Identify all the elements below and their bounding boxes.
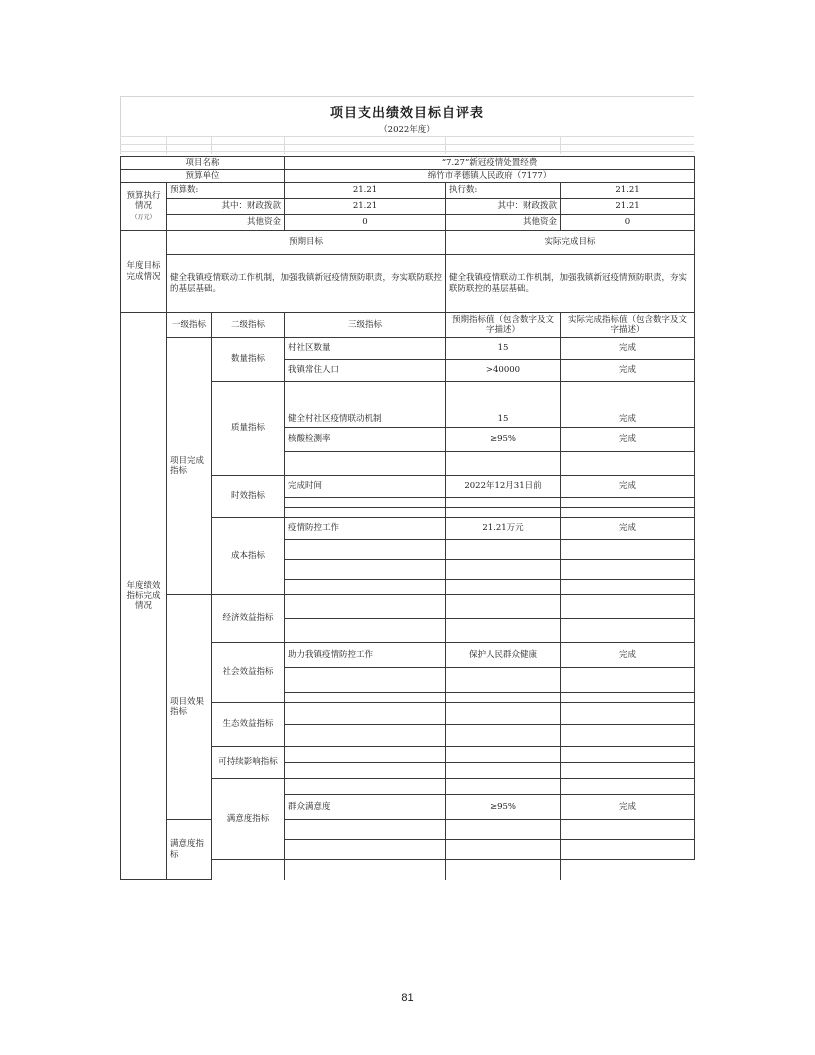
effect-group-label: 项目效果指标 <box>167 595 212 820</box>
level1-header: 一级指标 <box>167 313 212 338</box>
indicator-expected: 21.21万元 <box>446 518 561 540</box>
sustainable-label: 可持续影响指标 <box>212 747 285 779</box>
sheet-top-border <box>120 96 694 97</box>
fiscal-budget-value: 21.21 <box>285 199 446 215</box>
indicator-name: 村社区数量 <box>285 338 446 360</box>
indicator-actual: 完成 <box>561 518 695 540</box>
budget-unit-label: 预算单位 <box>121 170 285 183</box>
form-title: 项目支出绩效目标自评表 <box>329 106 484 121</box>
project-name-value: “7.27”新冠疫情处置经费 <box>285 157 695 170</box>
actual-value-header: 实际完成指标值（包含数字及文字描述） <box>561 313 695 338</box>
other-exec-value: 0 <box>561 215 695 231</box>
completion-group-label: 项目完成指标 <box>167 338 212 595</box>
indicator-name: 助力我镇疫情防控工作 <box>285 643 446 668</box>
fiscal-row <box>121 199 695 215</box>
project-name-label: 项目名称 <box>121 157 285 170</box>
goals-header-row <box>121 231 695 255</box>
economic-label: 经济效益指标 <box>212 595 285 643</box>
budget-amount-label: 预算数: <box>167 183 285 199</box>
level2-header: 二级指标 <box>212 313 285 338</box>
budget-unit-value: 绵竹市孝德镇人民政府（7177） <box>285 170 695 183</box>
table-row <box>121 820 695 840</box>
fiscal-exec-label: 其中：财政拨款 <box>446 199 561 215</box>
indicator-actual: 完成 <box>561 643 695 668</box>
expected-goal-header: 预期目标 <box>167 231 446 255</box>
form-year: （2022年度） <box>379 125 435 135</box>
other-exec-label: 其他资金 <box>446 215 561 231</box>
goals-section-label: 年度目标完成情况 <box>121 231 167 313</box>
other-budget-label: 其他资金 <box>167 215 285 231</box>
indicator-expected: >40000 <box>446 360 561 382</box>
budget-unit-row <box>121 170 695 183</box>
indicator-name: 群众满意度 <box>285 795 446 820</box>
indicator-actual: 完成 <box>561 428 695 452</box>
indicator-expected: 2022年12月31日前 <box>446 476 561 498</box>
table-row <box>121 338 695 360</box>
indicator-name: 核酸检测率 <box>285 428 446 452</box>
project-name-row <box>121 157 695 170</box>
indicator-actual: 完成 <box>561 382 695 428</box>
indicator-actual: 完成 <box>561 360 695 382</box>
timeliness-label: 时效指标 <box>212 476 285 518</box>
indicator-header-row <box>121 313 695 338</box>
indicator-expected: ≥95% <box>446 428 561 452</box>
fiscal-budget-label: 其中：财政拨款 <box>167 199 285 215</box>
quantity-label: 数量指标 <box>212 338 285 382</box>
indicator-name: 完成时间 <box>285 476 446 498</box>
page-number: 81 <box>401 992 414 1004</box>
budget-section-label <box>121 183 167 231</box>
expected-goal-text: 健全我镇疫情联动工作机制，加强我镇新冠疫情预防职责，夯实联防联控的基层基础。 <box>167 255 446 313</box>
table-row <box>121 595 695 619</box>
cost-label: 成本指标 <box>212 518 285 595</box>
quality-label: 质量指标 <box>212 382 285 476</box>
indicator-actual: 完成 <box>561 476 695 498</box>
indicator-name: 健全村社区疫情联动机制 <box>285 382 446 428</box>
budget-amount-value: 21.21 <box>285 183 446 199</box>
satisfaction-group-label: 满意度指标 <box>167 820 212 880</box>
ecological-label: 生态效益指标 <box>212 703 285 747</box>
social-label: 社会效益指标 <box>212 643 285 703</box>
execution-amount-value: 21.21 <box>561 183 695 199</box>
indicator-expected: 保护人民群众健康 <box>446 643 561 668</box>
indicator-name: 我镇常住人口 <box>285 360 446 382</box>
actual-goal-text: 健全我镇疫情联动工作机制，加强我镇新冠疫情预防职责，夯实联防联控的基层基础。 <box>446 255 695 313</box>
budget-row <box>121 183 695 199</box>
budget-section-text: 预算执行情况 <box>126 191 161 212</box>
execution-amount-label: 执行数: <box>446 183 561 199</box>
goals-text-row <box>121 255 695 313</box>
level3-header: 三级指标 <box>285 313 446 338</box>
indicator-expected: 15 <box>446 338 561 360</box>
indicator-section-label: 年度绩效指标完成情况 <box>121 313 167 880</box>
actual-goal-header: 实际完成目标 <box>446 231 695 255</box>
other-funds-row <box>121 215 695 231</box>
indicator-expected: 15 <box>446 382 561 428</box>
faint-grid-lines <box>120 136 694 154</box>
indicator-name: 疫情防控工作 <box>285 518 446 540</box>
expected-value-header: 预期指标值（包含数字及文字描述） <box>446 313 561 338</box>
evaluation-table <box>120 156 695 880</box>
budget-unit-note: （万元） <box>131 213 156 221</box>
fiscal-exec-value: 21.21 <box>561 199 695 215</box>
satisfaction-label: 满意度指标 <box>212 779 285 860</box>
other-budget-value: 0 <box>285 215 446 231</box>
indicator-expected: ≥95% <box>446 795 561 820</box>
indicator-actual: 完成 <box>561 795 695 820</box>
indicator-actual: 完成 <box>561 338 695 360</box>
